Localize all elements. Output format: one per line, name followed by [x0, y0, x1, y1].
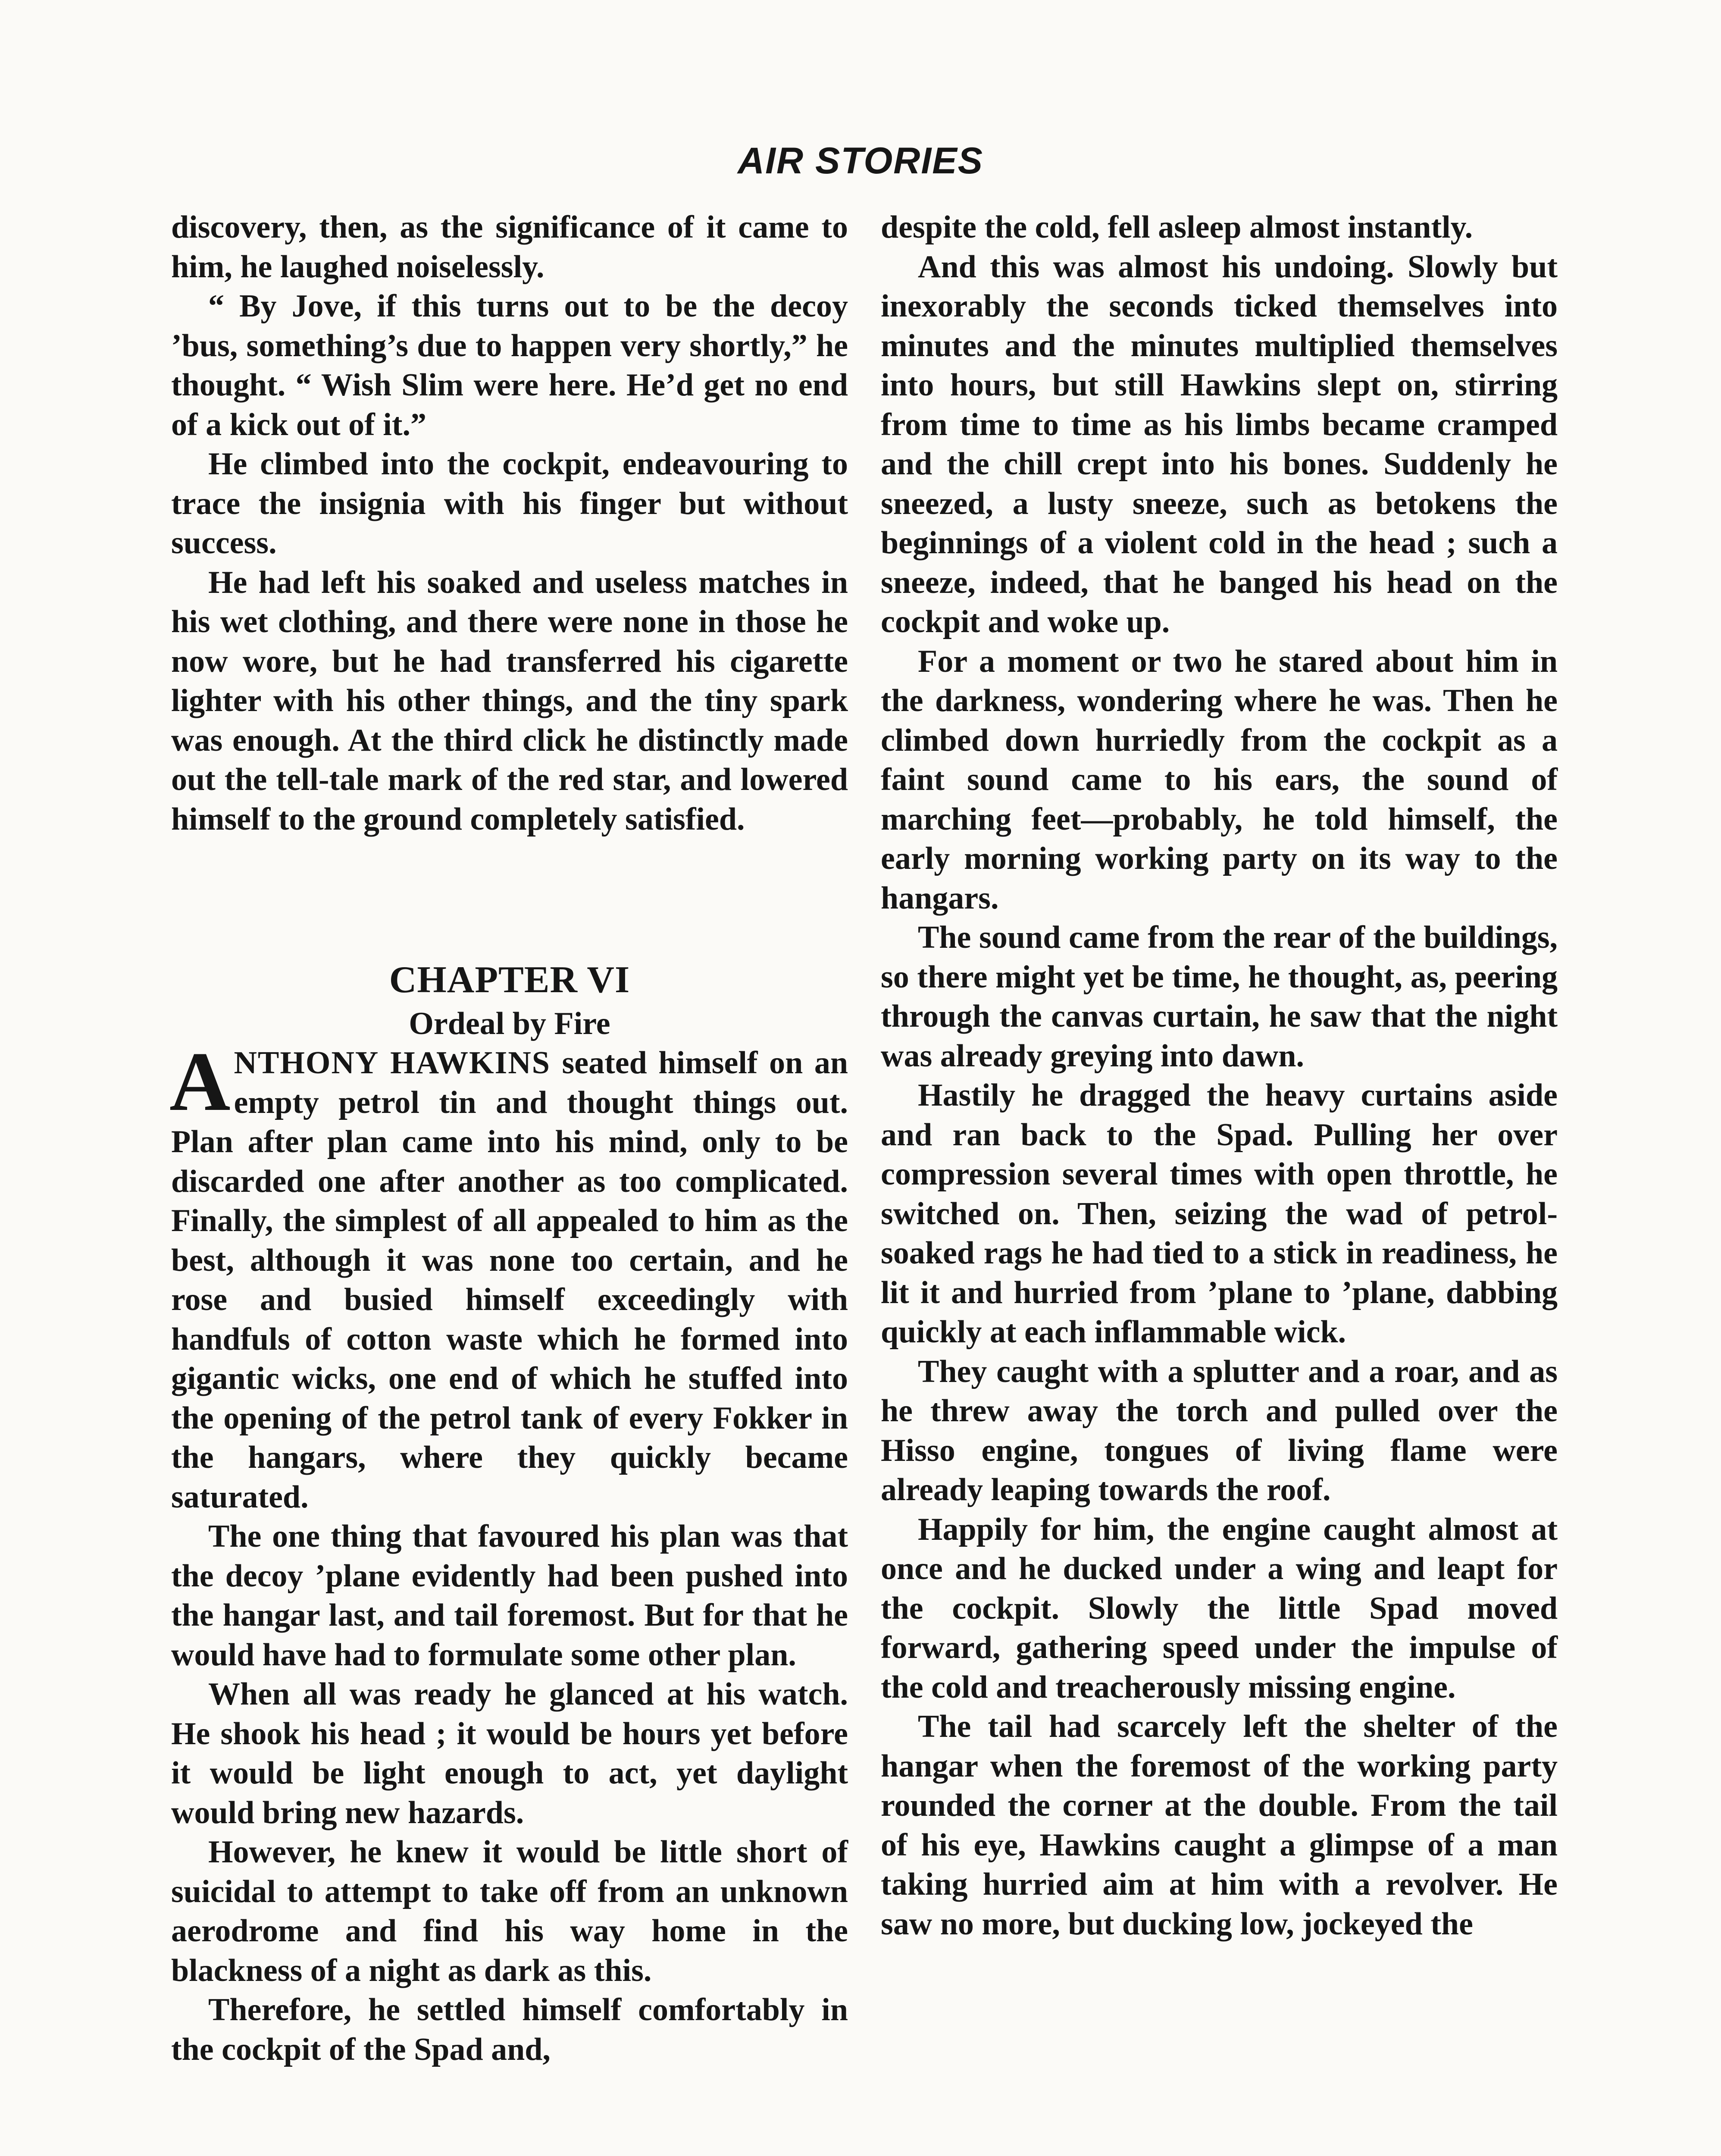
- paragraph: “ By Jove, if this turns out to be the decoy ’bus, something’s due to happen very shortly,” he thought. “ Wish Slim were here. He’d get no end of a kick out of it.”: [171, 288, 848, 442]
- paragraph: despite the cold, fell asleep almost instantly.: [881, 210, 1473, 245]
- running-title: AIR STORIES: [738, 140, 983, 182]
- paragraph: They caught with a splutter and a roar, and as he threw away the torch and pulled over the Hisso engine, tongues of living flame were already leaping towards the roof.: [881, 1354, 1558, 1507]
- paragraph: Therefore, he settled himself comfortably in the cockpit of the Spad and,: [171, 1992, 848, 2067]
- paragraph: The tail had scarcely left the shelter of the hangar when the foremost of the working party rounded the corner at the double. From the tail of his eye, Hawkins caught a glimpse of a man taking hurried aim at him with a revolver. He saw no more, but ducking low, jockeyed the: [881, 1709, 1558, 1942]
- paragraph: Hastily he dragged the heavy curtains aside and ran back to the Spad. Pulling her over compression several times with open throttle, he switched on. Then, seizing the wad of petrol-soaked rags he had tied to a stick in readiness, he lit it and hurried from ’plane to ’plane, dabbing quickly at each inflammable wick.: [881, 1078, 1558, 1350]
- paragraph: The one thing that favoured his plan was that the decoy ’plane evidently had been pushed into the hangar last, and tail foremost. But for that he would have had to formulate some other plan.: [171, 1519, 848, 1673]
- chapter-heading: [171, 956, 848, 1044]
- paragraph: And this was almost his undoing. Slowly but inexorably the seconds ticked themselves into minutes and the minutes multiplied themselves into hours, but still Hawkins slept on, stirring from time to time as his limbs became cramped and the chill crept into his bones. Suddenly he sneezed, a lusty sneeze, such as betokens the beginnings of a violent cold in the head ; such a sneeze, indeed, that he banged his head on the cockpit and woke up.: [881, 249, 1558, 639]
- drop-cap: A: [169, 1035, 231, 1128]
- paragraph: Happily for him, the engine caught almost at once and he ducked under a wing and leapt for the cockpit. Slowly the little Spad moved forward, gathering speed under the impulse of the cold and treacherously missing engine.: [881, 1511, 1558, 1705]
- paragraph: When all was ready he glanced at his watch. He shook his head ; it would be hours yet before it would be light enough to act, yet daylight would bring new hazards.: [171, 1677, 848, 1830]
- paragraph: The sound came from the rear of the buildings, so there might yet be time, he thought, as, peering through the canvas curtain, he saw that the night was already greying into dawn.: [881, 920, 1558, 1074]
- paragraph: However, he knew it would be little short of suicidal to attempt to take off from an unknown aerodrome and find his way home in the blackness of a night as dark as this.: [171, 1834, 848, 1988]
- paragraph: For a moment or two he stared about him in the darkness, wondering where he was. Then he climbed down hurriedly from the cockpit as a faint sound came to his ears, the sound of marching feet—probably, he told himself, the early morning working party on its way to the hangars.: [881, 643, 1558, 916]
- opening-text: seated himself on an empty petrol tin and thought things out. Plan after plan came into his mind, only to be discarded one after another as too complicated. Finally, the simplest of all appealed to him as the best, although it was none too certain, and he rose and busied himself exceedingly with handfuls of cotton waste which he formed into gigantic wicks, one end of which he stuffed into the opening of the petrol tank of every Fokker in the hangars, where they quickly became saturated.: [171, 1045, 848, 1515]
- paragraph: discovery, then, as the significance of it came to him, he laughed noiselessly.: [171, 210, 848, 285]
- chapter-subtitle: Ordeal by Fire: [409, 1006, 610, 1041]
- right-column: [881, 208, 1558, 1944]
- chapter-opening-paragraph: [169, 1035, 848, 1517]
- left-column: [171, 208, 848, 2069]
- chapter-title: CHAPTER VI: [389, 959, 630, 1001]
- paragraph: He had left his soaked and useless matches in his wet clothing, and there were none in those he now wore, but he had transferred his cigarette lighter with his other things, and the tiny spark was enough. At the third click he distinctly made out the tell-tale mark of the red star, and lowered himself to the ground completely satisfied.: [171, 564, 848, 837]
- paragraph: He climbed into the cockpit, endeavouring to trace the insignia with his finger but without success.: [171, 446, 848, 561]
- opening-small-caps: NTHONY HAWKINS: [234, 1045, 551, 1081]
